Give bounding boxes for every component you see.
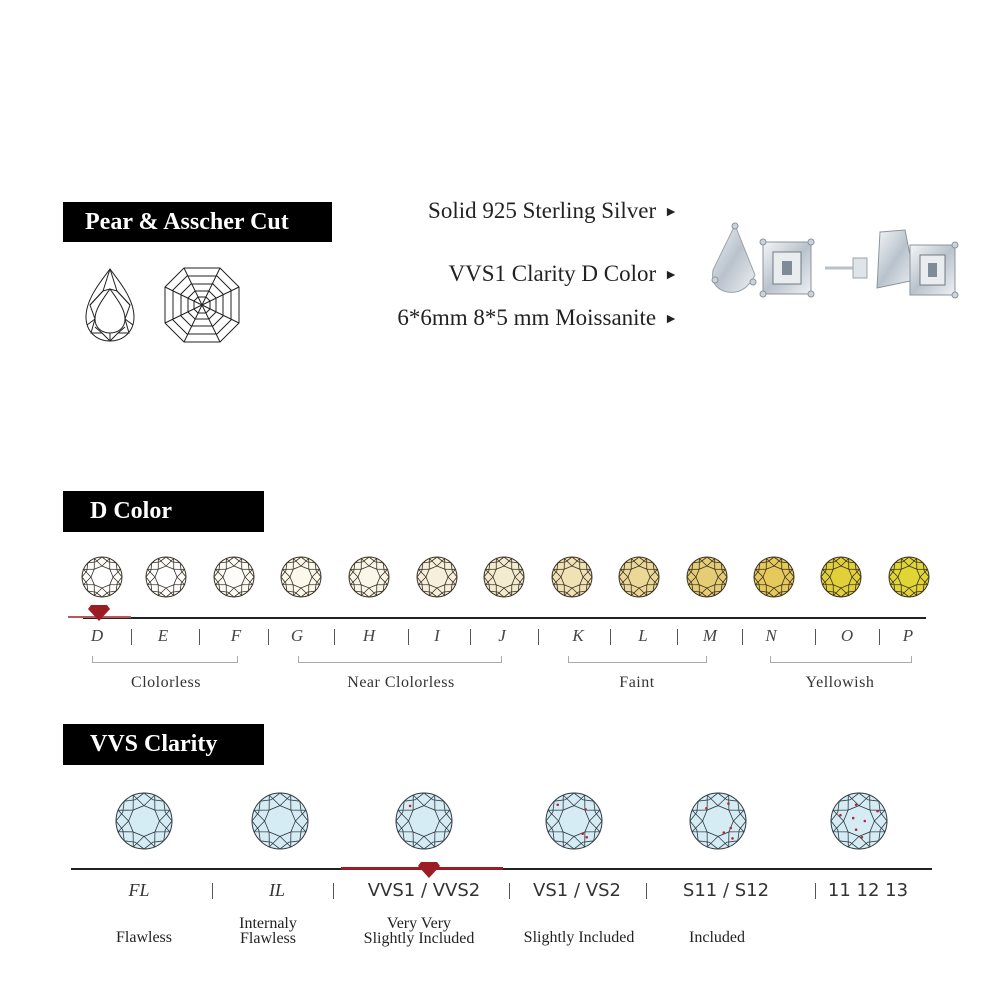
grade-separator xyxy=(131,629,132,645)
color-gem-f-icon xyxy=(213,556,255,603)
feature-sterling-silver: Solid 925 Sterling Silver ► xyxy=(428,198,678,223)
clarity-grade-description: Very Very Slightly Included xyxy=(363,915,475,947)
color-gem-d-icon xyxy=(81,556,123,603)
color-grade-label: M xyxy=(702,626,718,645)
group-bracket xyxy=(568,656,707,663)
grade-separator xyxy=(408,629,409,645)
color-grade-label: D xyxy=(90,626,104,645)
color-group-label: Faint xyxy=(619,674,655,691)
feature-size: 6*6mm 8*5 mm Moissanite ► xyxy=(397,305,678,330)
group-bracket xyxy=(92,656,238,663)
grade-separator xyxy=(538,629,539,645)
color-gem-k-icon xyxy=(551,556,593,603)
color-group-label: Clolorless xyxy=(131,674,201,691)
clarity-grade-code: IL xyxy=(268,880,286,900)
color-grade-label: O xyxy=(840,626,854,645)
grade-separator xyxy=(334,629,335,645)
grade-separator xyxy=(333,883,334,899)
grade-separator xyxy=(646,883,647,899)
arrow-right-icon: ► xyxy=(664,312,678,327)
color-banner: D Color xyxy=(63,491,264,532)
clarity-grade-description: Flawless xyxy=(116,929,172,946)
selected-marker-icon xyxy=(88,605,110,621)
grade-separator xyxy=(509,883,510,899)
clarity-gem-icon xyxy=(395,792,453,855)
clarity-grade-code: FL xyxy=(128,880,150,900)
color-grade-label: F xyxy=(230,626,242,645)
color-group-label: Near Clolorless xyxy=(347,674,455,691)
clarity-banner: VVS Clarity xyxy=(63,724,264,765)
color-gem-g-icon xyxy=(280,556,322,603)
color-grade-label: J xyxy=(498,626,506,645)
color-grade-label: H xyxy=(362,626,376,645)
arrow-right-icon: ► xyxy=(664,268,678,283)
color-gem-m-icon xyxy=(686,556,728,603)
group-bracket xyxy=(770,656,912,663)
clarity-grade-description: Internaly Flawless xyxy=(239,915,297,947)
color-gem-n-icon xyxy=(753,556,795,603)
clarity-grade-code: VS1 / VS2 xyxy=(533,880,621,901)
clarity-grade-description: Included xyxy=(689,929,745,946)
color-gem-e-icon xyxy=(145,556,187,603)
color-grade-label: K xyxy=(572,626,584,645)
grade-separator xyxy=(742,629,743,645)
clarity-grade-description: Slightly Included xyxy=(523,929,635,946)
color-scale-line xyxy=(83,617,926,619)
color-grade-label: P xyxy=(902,626,914,645)
color-gem-i-icon xyxy=(416,556,458,603)
clarity-gem-icon xyxy=(251,792,309,855)
grade-separator xyxy=(815,883,816,899)
grade-separator xyxy=(470,629,471,645)
asscher-cut-icon xyxy=(164,267,240,343)
color-grade-label: G xyxy=(290,626,304,645)
color-gem-p-icon xyxy=(888,556,930,603)
grade-separator xyxy=(199,629,200,645)
pear-cut-icon xyxy=(83,267,137,343)
color-gem-o-icon xyxy=(820,556,862,603)
clarity-grade-code: S11 / S12 xyxy=(682,880,770,901)
grade-separator xyxy=(879,629,880,645)
color-gem-j-icon xyxy=(483,556,525,603)
grade-separator xyxy=(610,629,611,645)
color-group-label: Yellowish xyxy=(805,674,875,691)
color-gem-h-icon xyxy=(348,556,390,603)
clarity-gem-icon xyxy=(545,792,603,855)
grade-separator xyxy=(268,629,269,645)
earrings-product-image xyxy=(705,220,970,310)
cut-banner: Pear & Asscher Cut xyxy=(63,202,332,242)
clarity-gem-icon xyxy=(830,792,888,855)
color-grade-label: E xyxy=(157,626,169,645)
grade-separator xyxy=(815,629,816,645)
clarity-gem-icon xyxy=(689,792,747,855)
clarity-grade-code: 11 12 13 xyxy=(827,880,909,901)
color-gem-l-icon xyxy=(618,556,660,603)
grade-separator xyxy=(212,883,213,899)
group-bracket xyxy=(298,656,502,663)
clarity-grade-code: VVS1 / VVS2 xyxy=(367,880,481,901)
arrow-right-icon: ► xyxy=(664,205,678,220)
color-grade-label: I xyxy=(434,626,440,645)
feature-clarity-color: VVS1 Clarity D Color ► xyxy=(448,261,678,286)
color-grade-label: L xyxy=(638,626,648,645)
clarity-gem-icon xyxy=(115,792,173,855)
selected-marker-icon xyxy=(418,862,440,878)
grade-separator xyxy=(677,629,678,645)
color-grade-label: N xyxy=(765,626,777,645)
